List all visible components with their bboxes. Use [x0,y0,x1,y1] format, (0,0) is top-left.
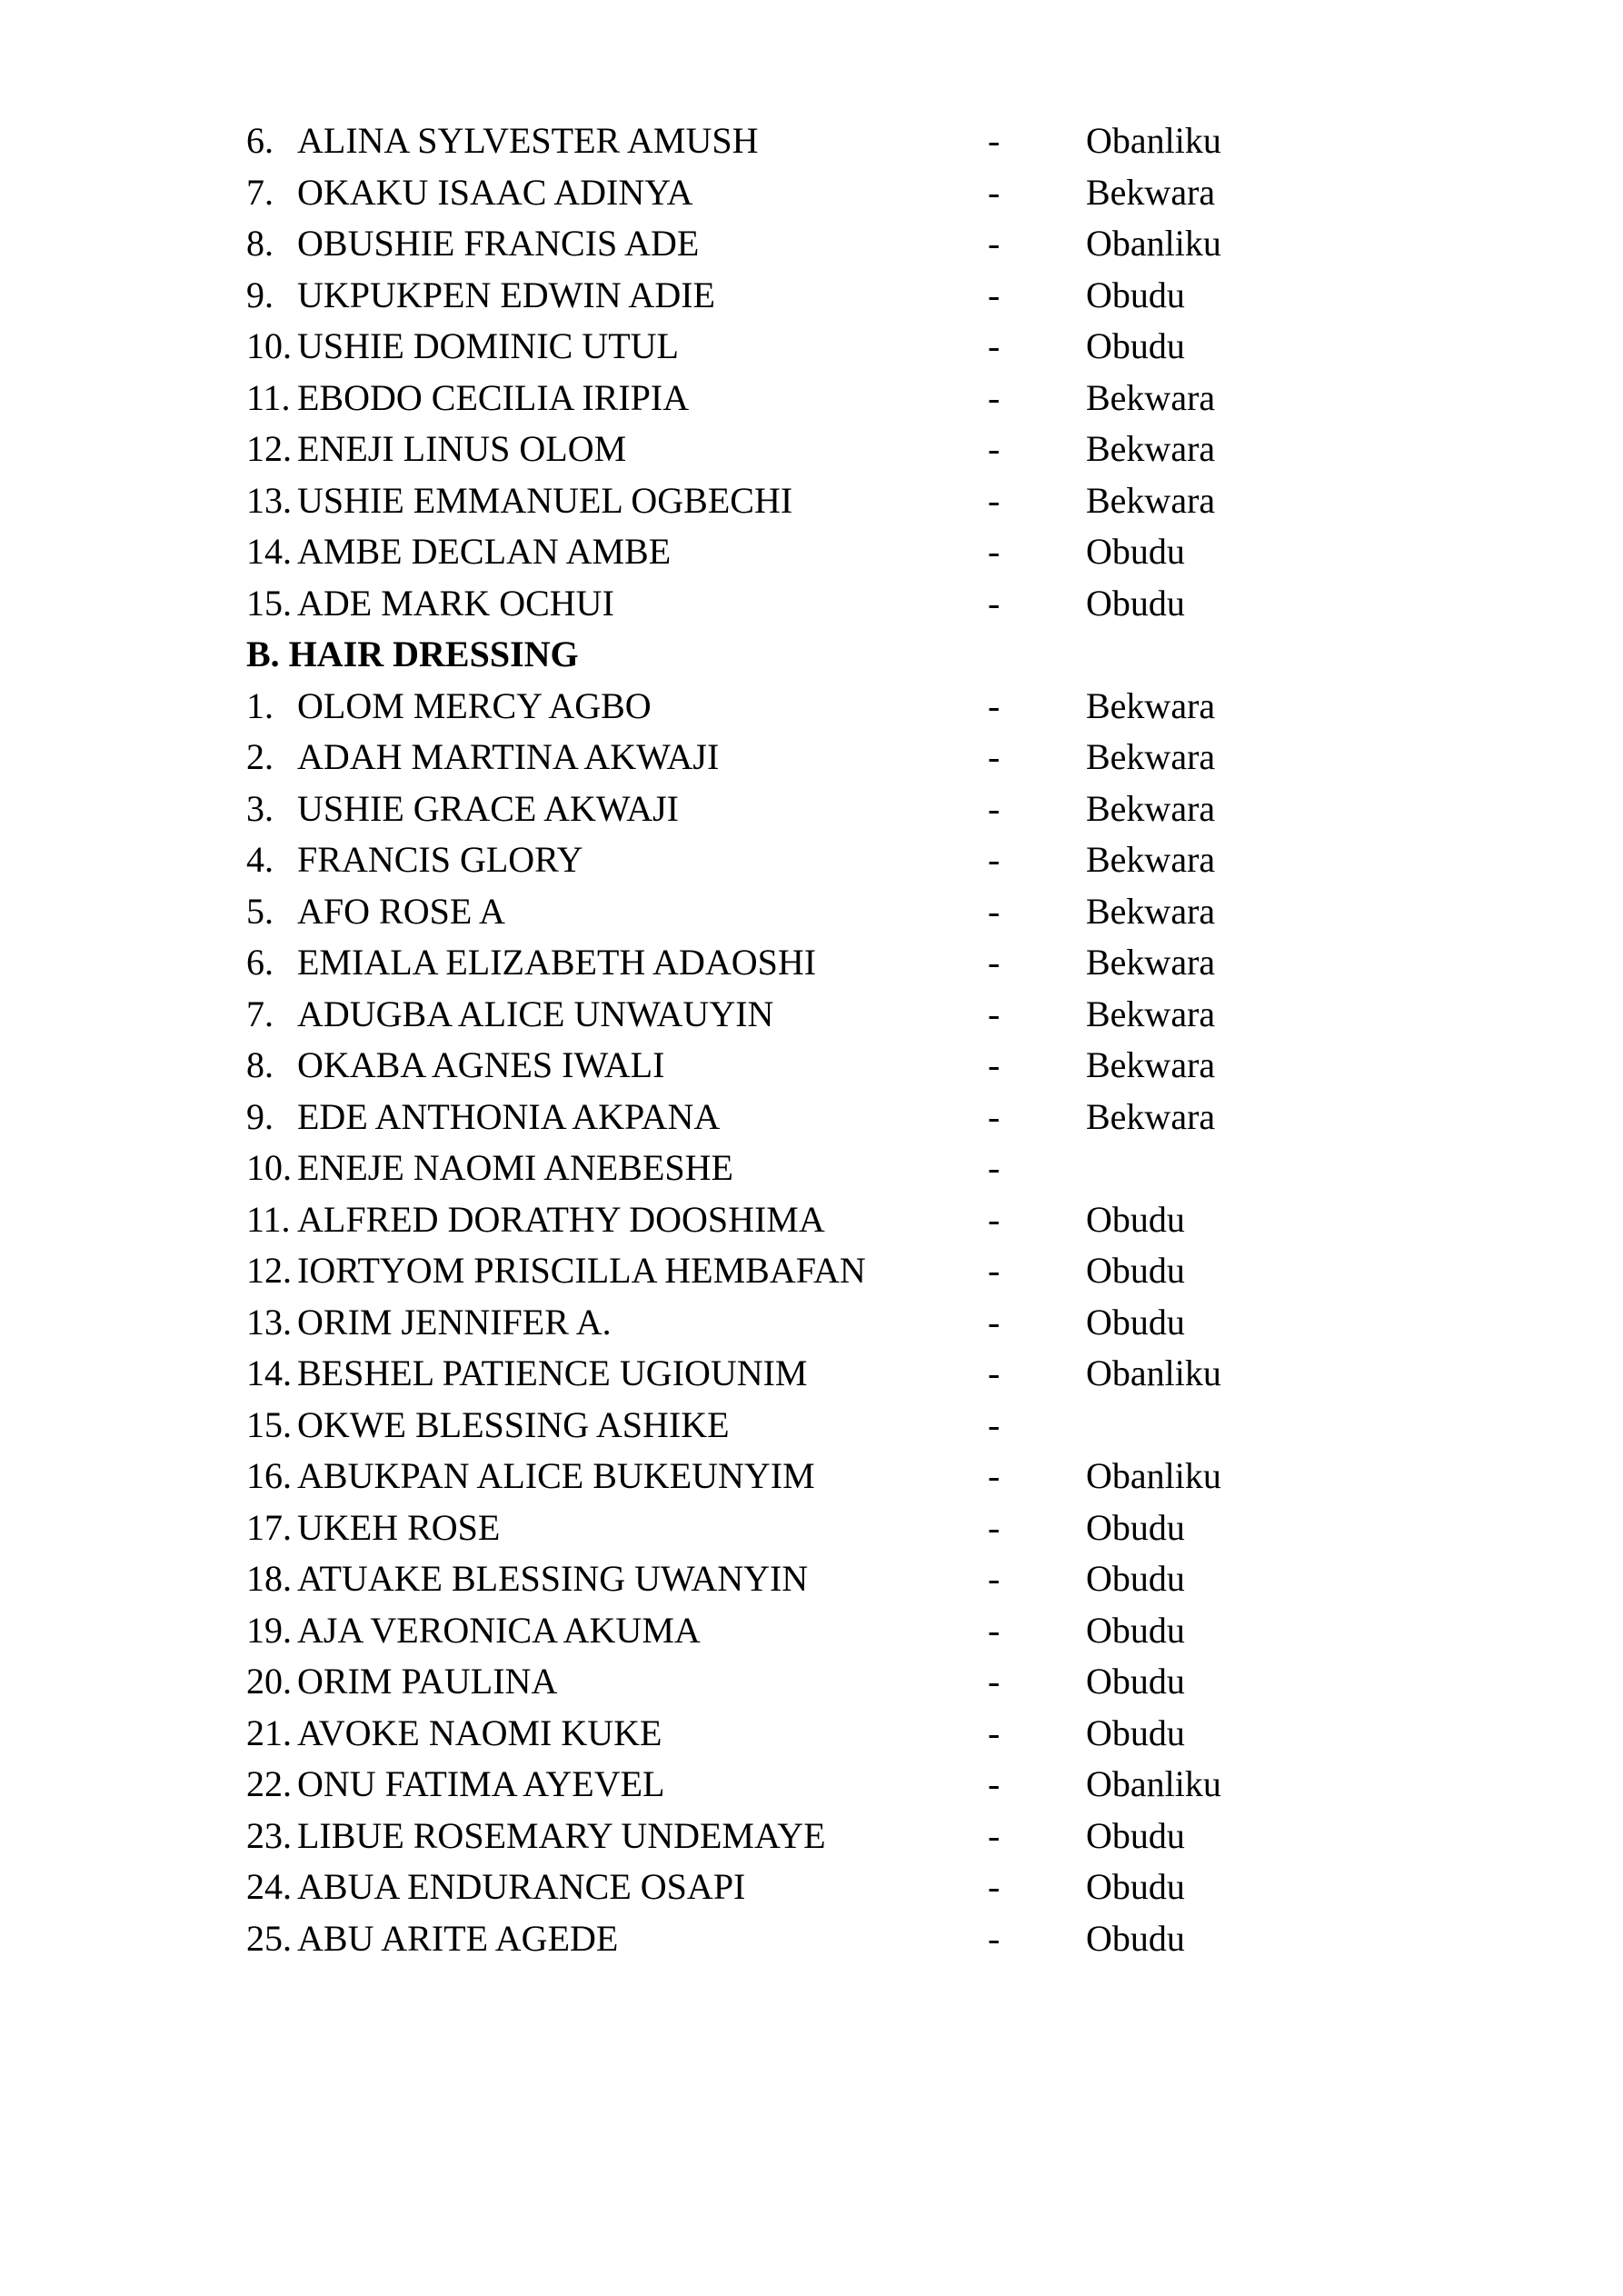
list-item [246,1297,1428,1349]
lga-name: Obudu [1086,1250,1185,1291]
lga-name: Obudu [1086,1558,1185,1599]
participant-name: AFO ROSE A [297,890,505,932]
separator-dash: - [988,1147,1001,1188]
list-item [246,1451,1428,1502]
separator-dash: - [988,1198,1001,1240]
participant-name: OKWE BLESSING ASHIKE [297,1403,730,1445]
lga-name: Bekwara [1086,839,1216,880]
participant-name: OKAKU ISAAC ADINYA [297,171,693,213]
participant-name: ADE MARK OCHUI [297,582,614,624]
lga-name: Bekwara [1086,428,1216,469]
separator-dash: - [988,890,1001,932]
item-number: 3. [246,787,274,829]
lga-name: Obanliku [1086,1455,1221,1496]
list-item [246,937,1428,989]
item-number: 12. [246,428,292,469]
separator-dash: - [988,582,1001,624]
separator-dash: - [988,1866,1001,1907]
separator-dash: - [988,1814,1001,1856]
list-item [246,424,1428,475]
separator-dash: - [988,787,1001,829]
separator-dash: - [988,1403,1001,1445]
participant-name: EBODO CECILIA IRIPIA [297,376,690,418]
separator-dash: - [988,942,1001,983]
list-item [246,1913,1428,1965]
separator-dash: - [988,1763,1001,1804]
item-number: 7. [246,993,274,1034]
lga-name: Bekwara [1086,993,1216,1034]
item-number: 11. [246,376,291,418]
separator-dash: - [988,1558,1001,1599]
participant-name: AJA VERONICA AKUMA [297,1609,701,1651]
separator-dash: - [988,1917,1001,1959]
list-item [246,270,1428,322]
participant-name: ONU FATIMA AYEVEL [297,1763,665,1804]
list-item [246,1811,1428,1862]
item-number: 9. [246,274,274,315]
separator-dash: - [988,684,1001,726]
list-item [246,1245,1428,1297]
list-item [246,886,1428,938]
list-item [246,1143,1428,1194]
list-item [246,1553,1428,1605]
list-item [246,1400,1428,1452]
separator-dash: - [988,428,1001,469]
separator-dash: - [988,223,1001,264]
list-item [246,578,1428,630]
item-number: 15. [246,1403,292,1445]
separator-dash: - [988,120,1001,161]
participant-name: OKABA AGNES IWALI [297,1044,665,1085]
item-number: 2. [246,736,274,777]
item-number: 7. [246,171,274,213]
lga-name: Obudu [1086,582,1185,624]
item-number: 10. [246,325,292,366]
item-number: 13. [246,479,292,521]
participant-name: FRANCIS GLORY [297,839,583,880]
lga-name: Obudu [1086,1917,1185,1959]
lga-name: Bekwara [1086,171,1216,213]
lga-name: Obanliku [1086,120,1221,161]
separator-dash: - [988,171,1001,213]
lga-name: Obudu [1086,325,1185,366]
separator-dash: - [988,376,1001,418]
lga-name: Bekwara [1086,376,1216,418]
separator-dash: - [988,531,1001,572]
item-number: 17. [246,1506,292,1548]
participant-name: EDE ANTHONIA AKPANA [297,1095,721,1137]
lga-name: Bekwara [1086,1095,1216,1137]
list-item [246,784,1428,835]
lga-name: Obudu [1086,1609,1185,1651]
list-item [246,1040,1428,1092]
participant-name: ATUAKE BLESSING UWANYIN [297,1558,809,1599]
item-number: 15. [246,582,292,624]
item-number: 8. [246,1044,274,1085]
lga-name: Obudu [1086,1712,1185,1753]
item-number: 25. [246,1917,292,1959]
list-item [246,321,1428,373]
list-item [246,1656,1428,1708]
participant-name: ABU ARITE AGEDE [297,1917,619,1959]
list-item [246,1708,1428,1760]
lga-name: Obudu [1086,1661,1185,1702]
participant-name: AVOKE NAOMI KUKE [297,1712,662,1753]
list-item [246,526,1428,578]
participant-name: EMIALA ELIZABETH ADAOSHI [297,942,817,983]
lga-name: Obanliku [1086,1353,1221,1393]
list-item [246,475,1428,527]
list-item [246,1605,1428,1657]
lga-name: Bekwara [1086,736,1216,777]
list-item [246,167,1428,219]
item-number: 4. [246,839,274,880]
participant-name: IORTYOM PRISCILLA HEMBAFAN [297,1250,866,1291]
list-item [246,1092,1428,1143]
item-number: 22. [246,1763,292,1804]
list-item [246,218,1428,270]
participant-name: BESHEL PATIENCE UGIOUNIM [297,1353,808,1393]
list-item [246,1348,1428,1400]
participant-name: UKEH ROSE [297,1506,501,1548]
item-number: 21. [246,1712,292,1753]
list-item [246,1502,1428,1554]
participant-name: OBUSHIE FRANCIS ADE [297,223,700,264]
item-number: 19. [246,1609,292,1651]
list-item [246,1759,1428,1811]
participant-name: ENEJI LINUS OLOM [297,428,627,469]
separator-dash: - [988,1661,1001,1702]
lga-name: Bekwara [1086,479,1216,521]
item-number: 20. [246,1661,292,1702]
participant-name: ALFRED DORATHY DOOSHIMA [297,1198,825,1240]
participant-name: USHIE DOMINIC UTUL [297,325,679,366]
section-heading: B. HAIR DRESSING [246,634,579,674]
lga-name: Obudu [1086,531,1185,572]
list-item [246,989,1428,1041]
lga-name: Obanliku [1086,223,1221,264]
separator-dash: - [988,1095,1001,1137]
lga-name: Bekwara [1086,1044,1216,1085]
item-number: 1. [246,684,274,726]
lga-name: Obudu [1086,1506,1185,1548]
separator-dash: - [988,1455,1001,1496]
participant-name: USHIE EMMANUEL OGBECHI [297,479,793,521]
list-item [246,1194,1428,1246]
lga-name: Obudu [1086,1198,1185,1240]
participant-name: ORIM JENNIFER A. [297,1301,612,1343]
separator-dash: - [988,839,1001,880]
list-item [246,373,1428,424]
item-number: 16. [246,1455,292,1496]
participant-name: ABUA ENDURANCE OSAPI [297,1866,746,1907]
separator-dash: - [988,1301,1001,1343]
lga-name: Obudu [1086,1814,1185,1856]
participant-name: ALINA SYLVESTER AMUSH [297,120,759,161]
participant-name: ORIM PAULINA [297,1661,558,1702]
list-item [246,115,1428,167]
item-number: 14. [246,1353,292,1393]
participant-name: ADUGBA ALICE UNWAUYIN [297,993,774,1034]
list-item [246,732,1428,784]
lga-name: Obanliku [1086,1763,1221,1804]
separator-dash: - [988,736,1001,777]
separator-dash: - [988,1250,1001,1291]
item-number: 11. [246,1198,291,1240]
lga-name: Bekwara [1086,787,1216,829]
separator-dash: - [988,1609,1001,1651]
item-number: 18. [246,1558,292,1599]
item-number: 5. [246,890,274,932]
item-number: 8. [246,223,274,264]
item-number: 6. [246,942,274,983]
separator-dash: - [988,1712,1001,1753]
separator-dash: - [988,325,1001,366]
item-number: 12. [246,1250,292,1291]
list-item [246,681,1428,733]
lga-name: Obudu [1086,1866,1185,1907]
item-number: 14. [246,531,292,572]
item-number: 13. [246,1301,292,1343]
lga-name: Obudu [1086,1301,1185,1343]
participant-name: AMBE DECLAN AMBE [297,531,672,572]
separator-dash: - [988,1044,1001,1085]
lga-name: Bekwara [1086,942,1216,983]
lga-name: Bekwara [1086,890,1216,932]
participant-name: LIBUE ROSEMARY UNDEMAYE [297,1814,826,1856]
participant-name: UKPUKPEN EDWIN ADIE [297,274,715,315]
participant-name: ABUKPAN ALICE BUKEUNYIM [297,1455,815,1496]
item-number: 6. [246,120,274,161]
item-number: 10. [246,1147,292,1188]
list-item [246,1862,1428,1913]
item-number: 24. [246,1866,292,1907]
participant-name: ENEJE NAOMI ANEBESHE [297,1147,733,1188]
participant-name: ADAH MARTINA AKWAJI [297,736,720,777]
separator-dash: - [988,993,1001,1034]
participant-list [246,115,1428,1964]
lga-name: Bekwara [1086,684,1216,726]
item-number: 23. [246,1814,292,1856]
list-item [246,834,1428,886]
separator-dash: - [988,1353,1001,1393]
lga-name: Obudu [1086,274,1185,315]
participant-name: OLOM MERCY AGBO [297,684,652,726]
separator-dash: - [988,274,1001,315]
separator-dash: - [988,1506,1001,1548]
item-number: 9. [246,1095,274,1137]
separator-dash: - [988,479,1001,521]
participant-name: USHIE GRACE AKWAJI [297,787,679,829]
